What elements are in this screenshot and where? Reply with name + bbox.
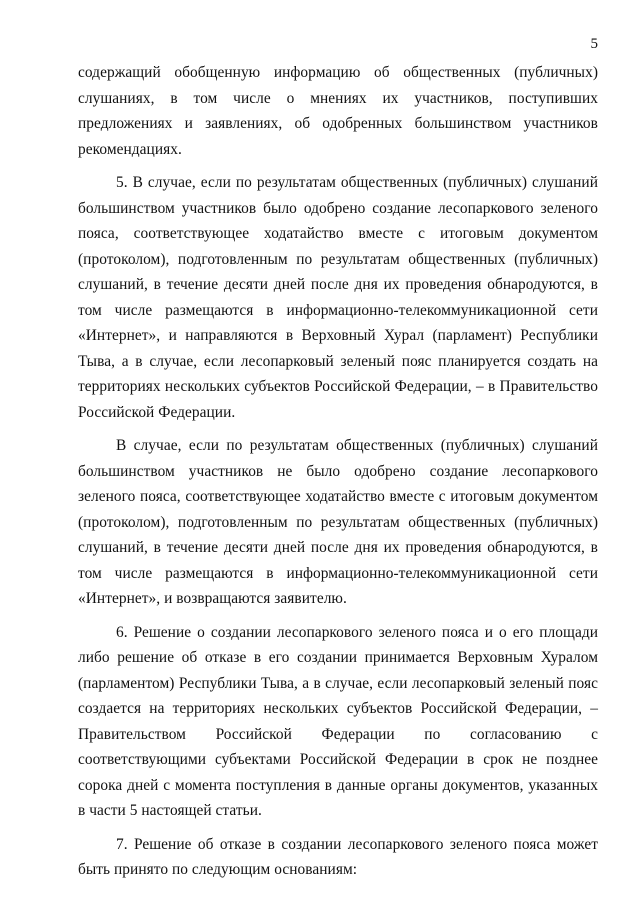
- paragraph-item-7: 7. Решение об отказе в создании лесопаркового зеленого пояса может быть принято по следующим основаниям:: [78, 835, 598, 878]
- page-number: 5: [590, 36, 598, 52]
- paragraph-continuation: содержащий обобщенную информацию об общественных (публичных) слушаниях, в том числе о мнениях их участников, поступивших предложениях и заявлениях, об одобренных большинством участников рекомендациях.: [78, 64, 598, 158]
- paragraph-item-6: 6. Решение о создании лесопаркового зеленого пояса и о его площади либо решение об отказе в его создании принимается Верховным Хуралом (парламентом) Республики Тыва, а в случае, если лесопарковый зеленый пояс создается на территориях нескольких субъектов Российской Федерации, – Правительством Российской Федерации по согласованию с соответствующими субъектами Российской Федерации в срок не позднее сорока дней с момента поступления в данные органы документов, указанных в части 5 настоящей статьи.: [78, 623, 598, 819]
- paragraph-item-5: 5. В случае, если по результатам общественных (публичных) слушаний большинством участников было одобрено создание лесопаркового зеленого пояса, соответствующее ходатайство вместе с итоговым документом (протоколом), подготовленным по результатам общественных (публичных) слушаний, в течение десяти дней после дня их проведения обнародуются, в том числе размещаются в информационно-телекоммуникационной сети «Интернет», и направляются в Верховный Хурал (парламент) Республики Тыва, а в случае, если лесопарковый зеленый пояс планируется создать на территориях нескольких субъектов Российской Федерации, – в Правительство Российской Федерации.: [78, 174, 598, 421]
- paragraph-item-5-rejection: В случае, если по результатам общественных (публичных) слушаний большинством участников не было одобрено создание лесопаркового зеленого пояса, соответствующее ходатайство вместе с итоговым документом (протоколом), подготовленным по результатам общественных (публичных) слушаний, в течение десяти дней после дня их проведения обнародуются, в том числе размещаются в информационно-телекоммуникационной сети «Интернет», и возвращаются заявителю.: [78, 437, 598, 607]
- document-body: [78, 60, 598, 883]
